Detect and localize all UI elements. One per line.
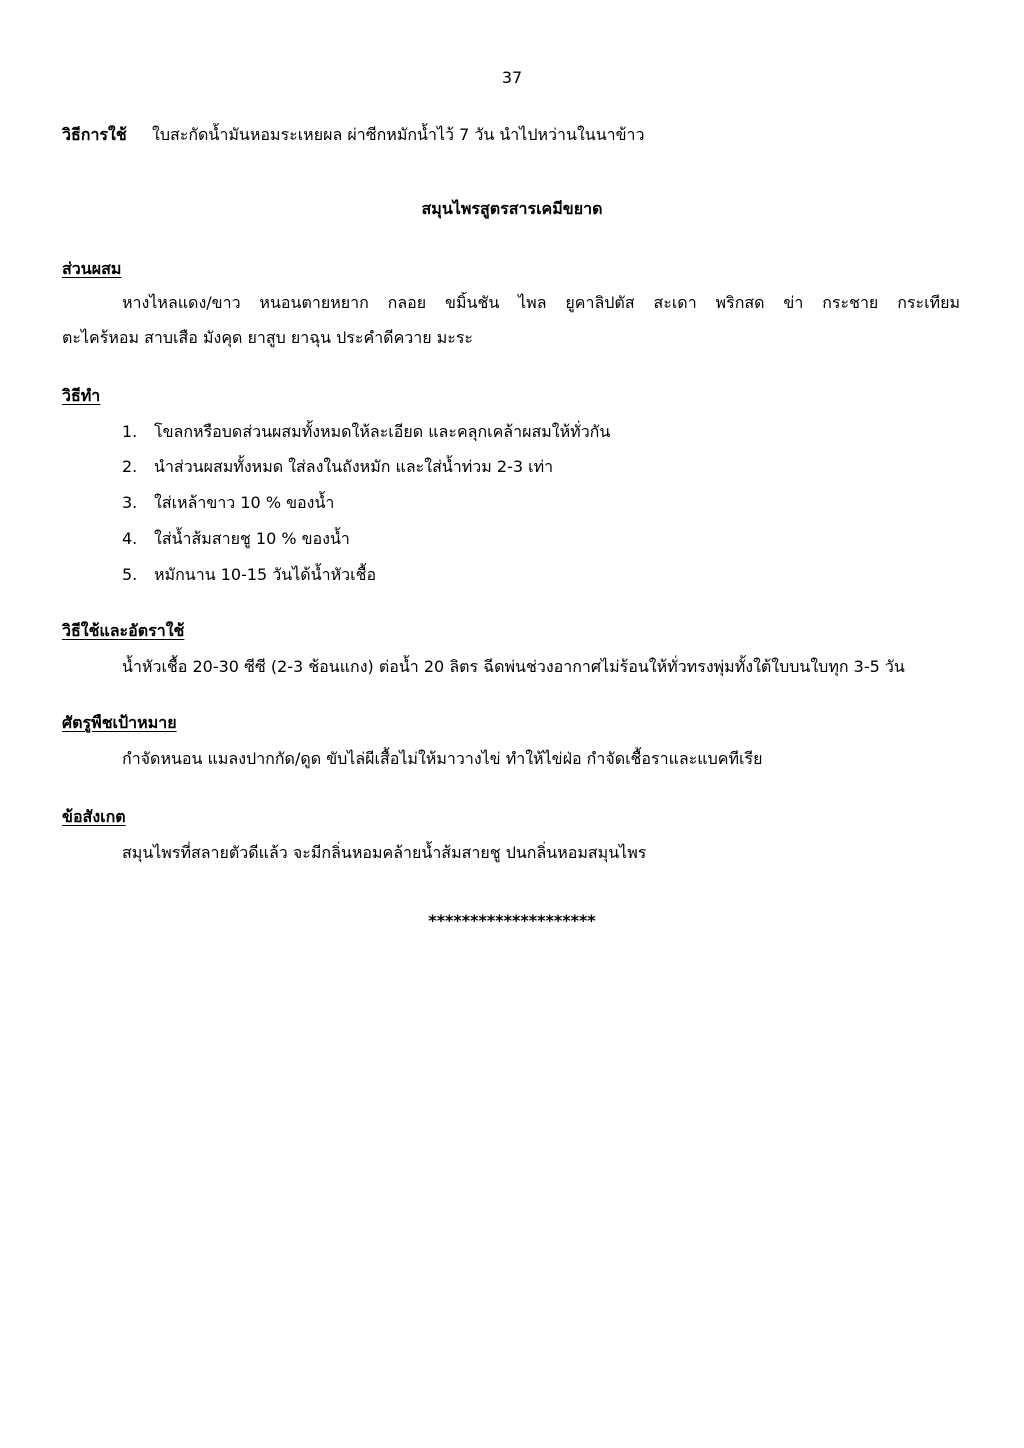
step-text: ใส่เหล้าขาว 10 % ของน้ำ bbox=[154, 493, 335, 512]
step-text: ใส่น้ำส้มสายชู 10 % ของน้ำ bbox=[154, 529, 350, 548]
method-step bbox=[122, 421, 610, 443]
ingredients-line-1: หางไหลแดง/ขาว หนอนตายหยาก กลอย ขมิ้นชัน ไพล ยูคาลิปตัส สะเดา พริกสด ข่า กระชาย กระเทียม bbox=[122, 293, 960, 312]
recipe-title: สมุนไพรสูตรสารเคมีขยาด bbox=[421, 199, 603, 218]
ingredients-line-2: ตะไคร้หอม สาบเสือ มังคุด ยาสูบ ยาฉุน ประคำดีควาย มะระ bbox=[62, 328, 474, 347]
targets-text: กำจัดหนอน แมลงปากกัด/ดูด ขับไล่ผีเสื้อไม่ให้มาวางไข่ ทำให้ไข่ฝ่อ กำจัดเชื้อราและแบคทีเรีย bbox=[122, 749, 763, 768]
targets-heading: ศัตรูพืชเป้าหมาย bbox=[62, 713, 177, 732]
step-text: หมักนาน 10-15 วันได้น้ำหัวเชื้อ bbox=[154, 565, 377, 584]
notes-heading: ข้อสังเกต bbox=[62, 807, 126, 826]
method-step bbox=[122, 564, 376, 586]
step-text: โขลกหรือบดส่วนผสมทั้งหมดให้ละเอียด และคลุกเคล้าผสมให้ทั่วกัน bbox=[154, 422, 611, 441]
page-number: 37 bbox=[501, 68, 523, 87]
step-number: 2. bbox=[122, 457, 138, 476]
method-step bbox=[122, 528, 350, 550]
dosage-heading: วิธีใช้และอัตราใช้ bbox=[62, 621, 185, 640]
method-heading: วิธีทำ bbox=[62, 386, 101, 405]
dosage-text: น้ำหัวเชื้อ 20-30 ซีซี (2-3 ช้อนแกง) ต่อน้ำ 20 ลิตร ฉีดพ่นช่วงอากาศไม่ร้อนให้ทั่วทรงพุ่มทั้งใต้ใบบนใบทุก 3-5 วัน bbox=[122, 657, 905, 676]
method-step bbox=[122, 456, 553, 478]
method-step bbox=[122, 492, 334, 514]
step-number: 5. bbox=[122, 565, 138, 584]
step-number: 4. bbox=[122, 529, 138, 548]
notes-text: สมุนไพรที่สลายตัวดีแล้ว จะมีกลิ่นหอมคล้ายน้ำส้มสายชู ปนกลิ่นหอมสมุนไพร bbox=[122, 843, 647, 862]
ingredients-heading: ส่วนผสม bbox=[62, 259, 122, 278]
usage-text: ใบสะกัดน้ำมันหอมระเหยผล ผ่าซีกหมักน้ำไว้ 7 วัน นำไปหว่านในนาข้าว bbox=[152, 125, 645, 144]
step-text: นำส่วนผสมทั้งหมด ใส่ลงในถังหมัก และใส่น้ำท่วม 2-3 เท่า bbox=[154, 457, 554, 476]
divider-stars: ******************** bbox=[428, 911, 596, 930]
usage-label: วิธีการใช้ bbox=[62, 125, 127, 144]
step-number: 3. bbox=[122, 493, 138, 512]
step-number: 1. bbox=[122, 422, 138, 441]
